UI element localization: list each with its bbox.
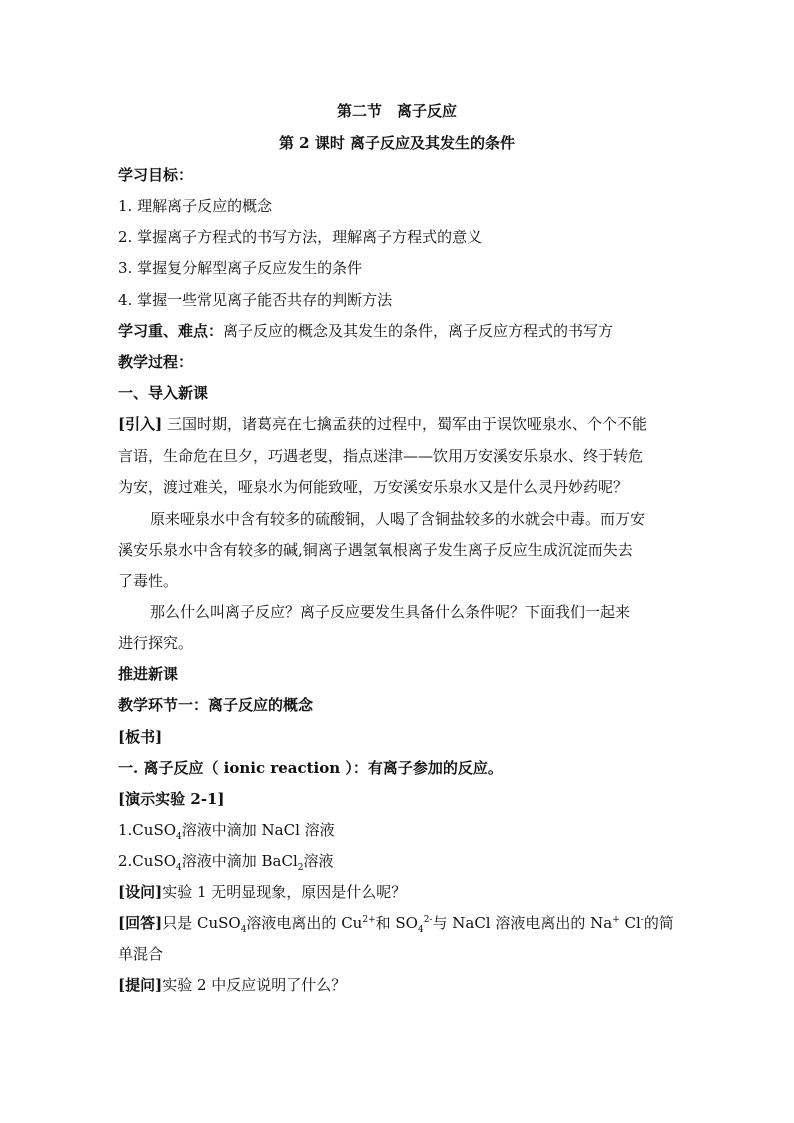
intro-text: 三国时期，诸葛亮在七擒孟获的过程中，蜀军由于误饮哑泉水、个个不能 <box>162 415 647 433</box>
lesson-subtitle: 第 2 课时 离子反应及其发生的条件 <box>278 134 516 152</box>
paragraph-line: 了毒性。 <box>118 572 179 590</box>
objective-item: 4. 掌握一些常见离子能否共存的判断方法 <box>118 291 393 309</box>
paragraph-line: 进行探究。 <box>118 634 194 652</box>
intro-line: 为安，渡过难关，哑泉水为何能致哑，万安溪安乐泉水又是什么灵丹妙药呢？ <box>118 478 629 496</box>
board-tag: [板书] <box>118 728 163 746</box>
advance-heading: 推进新课 <box>118 665 179 683</box>
question-tag: [设问] <box>118 883 163 901</box>
intro-line: 言语，生命危在旦夕，巧遇老叟，指点迷津——饮用万安溪安乐泉水、终于转危 <box>118 447 644 465</box>
question-line: [提问]实验 2 中反应说明了什么？ <box>118 976 347 994</box>
experiment-item: 2.CuSO$_4$溶液中滴加 BaCl$_2$溶液 <box>118 852 334 873</box>
answer-line: 单混合 <box>118 945 164 963</box>
objective-item: 3. 掌握复分解型离子反应发生的条件 <box>118 259 363 277</box>
keypoints-label: 学习重、难点： <box>118 322 224 340</box>
teaching-link-heading: 教学环节一：离子反应的概念 <box>118 696 314 714</box>
section-title: 第二节 离子反应 <box>336 102 457 120</box>
experiment-item: 1.CuSO$_4$溶液中滴加 NaCl 溶液 <box>118 821 335 842</box>
question-line: [设问]实验 1 无明显现象，原因是什么呢？ <box>118 883 407 901</box>
paragraph-line: 溪安乐泉水中含有较多的碱,铜离子遇氢氧根离子发生离子反应生成沉淀而失去 <box>118 541 633 559</box>
paragraph-line: 原来哑泉水中含有较多的硫酸铜，人喝了含铜盐较多的水就会中毒。而万安 <box>150 510 646 528</box>
keypoints-line <box>118 321 613 341</box>
question-tag: [提问] <box>118 976 163 994</box>
intro-line <box>118 414 647 434</box>
process-heading: 教学过程： <box>118 353 194 371</box>
keypoints-text: 离子反应的概念及其发生的条件，离子反应方程式的书写方 <box>223 322 614 340</box>
answer-line: [回答]只是 CuSO$_4$溶液电离出的 $Cu^{2+}$和 $SO_4^{2-}$与 NaCl 溶液电离出的 Na+ Cl-的简 <box>118 914 674 935</box>
demo-tag: [演示实验 2-1] <box>118 790 225 808</box>
intro-tag: [引入] <box>118 415 163 433</box>
objective-item: 2. 掌握离子方程式的书写方法，理解离子方程式的意义 <box>118 228 483 246</box>
paragraph-line: 那么什么叫离子反应？离子反应要发生具备什么条件呢？下面我们一起来 <box>150 603 631 621</box>
answer-tag: [回答] <box>118 914 163 932</box>
objective-item: 1. 理解离子反应的概念 <box>118 197 273 215</box>
definition-line: 一. 离子反应（ ionic reaction ）：有离子参加的反应。 <box>118 759 503 777</box>
objectives-heading: 学习目标： <box>118 166 194 184</box>
section-heading-intro: 一、导入新课 <box>118 384 209 402</box>
